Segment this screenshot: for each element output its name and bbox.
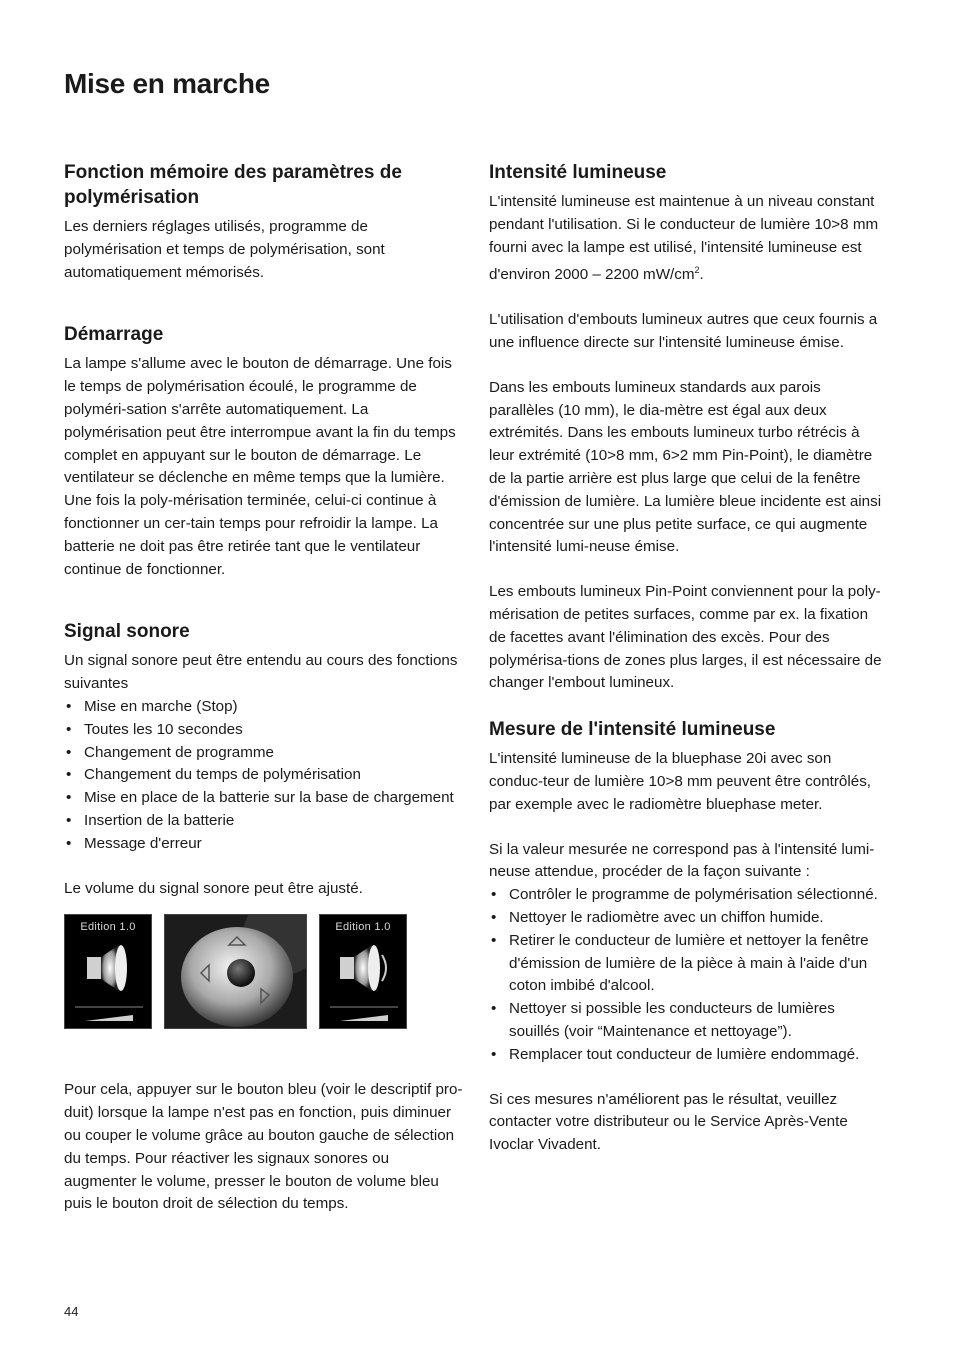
bullet-icon: • bbox=[491, 908, 497, 926]
heading-memory: Fonction mémoire des paramètres de polymérisation bbox=[64, 162, 402, 208]
bullet-icon: • bbox=[66, 834, 72, 852]
text-memory: Les derniers réglages utilisés, programme de polymérisation et temps de polymérisation, sont automatiquement mémorisés. bbox=[64, 218, 385, 281]
list-item: • Toutes les 10 secondes bbox=[64, 719, 464, 742]
bullet-icon: • bbox=[66, 766, 72, 784]
list-item: • Retirer le conducteur de lumière et nettoyer la fenêtre d'émission de lumière de la pièce à main à l'aide d'un coton imbibé d'alcool. bbox=[491, 931, 869, 995]
text-signal-intro: Un signal sonore peut être entendu au cours des fonctions suivantes bbox=[64, 652, 458, 693]
photo-label: Edition 1.0 bbox=[335, 921, 391, 934]
list-item: • Contrôler le programme de polymérisation sélectionné. bbox=[489, 884, 887, 907]
text-intensity-1: L'intensité lumineuse est maintenue à un niveau constant pendant l'utilisation. Si le conducteur de lumière 10>8 mm fourni avec la lampe est utilisé, l'intensité lumineuse est d'environ 2000 – 2200 $mW/cm^2$. bbox=[489, 193, 879, 284]
text-signal-instructions: Pour cela, appuyer sur le bouton bleu (voir le descriptif pro-duit) lorsque la lampe n'est pas en fonction, puis diminuer ou couper le volume grâce au bouton gauche de sélection du temps. Pour réactiver les signaux sonores ou augmenter le volume, presser le bouton de volume bleu puis le bouton droit de sélection du temps. bbox=[64, 1081, 463, 1213]
list-item: • Nettoyer si possible les conducteurs de lumières souillés (voir “Maintenance et nettoyage”). bbox=[491, 1000, 835, 1040]
list-item: • Changement de programme bbox=[64, 742, 464, 765]
list-item: • Mise en place de la batterie sur la base de chargement bbox=[64, 787, 464, 810]
photo-display-volume-off bbox=[64, 914, 152, 1029]
list-item: • Changement du temps de polymérisation bbox=[64, 764, 464, 787]
bullet-icon: • bbox=[66, 789, 72, 807]
bullet-icon: • bbox=[491, 1000, 497, 1018]
text-intensity-4: Les embouts lumineux Pin-Point conviennent pour la poly-mérisation de petites surfaces, comme par ex. la fixation de facettes avant l'élimination des excès. Pour des polymérisa-tions de zones plus larges, il est nécessaire de changer l'embout lumineux. bbox=[489, 583, 882, 692]
section-memory bbox=[64, 160, 464, 284]
left-column bbox=[64, 160, 464, 1216]
text-measure-1: L'intensité lumineuse de la bluephase 20i avec son conduc-teur de lumière 10>8 mm peuvent être contrôlés, par exemple avec le radiomètre bluephase meter. bbox=[489, 750, 872, 813]
bullet-icon: • bbox=[66, 720, 72, 738]
heading-intensity: Intensité lumineuse bbox=[489, 162, 667, 183]
bullet-icon: • bbox=[66, 743, 72, 761]
heading-signal: Signal sonore bbox=[64, 621, 190, 643]
section-signal bbox=[64, 619, 464, 1216]
photo-device-buttons bbox=[164, 914, 307, 1029]
signal-list bbox=[64, 696, 464, 856]
control-button-icon bbox=[165, 915, 307, 1029]
list-item: • Message d'erreur bbox=[64, 833, 464, 856]
text-intensity-2: L'utilisation d'embouts lumineux autres que ceux fournis a une influence directe sur l'intensité lumineuse émise. bbox=[489, 311, 878, 352]
list-item: • Mise en marche (Stop) bbox=[64, 696, 464, 719]
right-column bbox=[489, 160, 887, 1157]
page-title: Mise en marche bbox=[64, 68, 270, 99]
list-item: • Insertion de la batterie bbox=[64, 810, 464, 833]
text-intensity-3: Dans les embouts lumineux standards aux parois parallèles (10 mm), le dia-mètre est égal aux deux extrémités. Dans les embouts lumineux turbo rétrécis à leur extrémité (10>8 mm, 6>2 mm Pin-Point), le diamètre de la partie arrière est plus large que celui de la fenêtre d'émission de lumière. La lumière bleue incidente est ainsi concentrée sur une plus petite surface, ce qui augmente l'intensité lumi-neuse émise. bbox=[489, 378, 882, 556]
heading-start: Démarrage bbox=[64, 324, 164, 346]
bullet-icon: • bbox=[66, 697, 72, 715]
bullet-icon: • bbox=[66, 811, 72, 829]
page-number: 44 bbox=[64, 1304, 79, 1319]
list-item: • Remplacer tout conducteur de lumière endommagé. bbox=[489, 1044, 887, 1067]
section-start bbox=[64, 322, 464, 581]
measure-list bbox=[489, 884, 887, 1066]
photo-label: Edition 1.0 bbox=[80, 921, 136, 934]
section-measure bbox=[489, 717, 887, 1157]
bullet-icon: • bbox=[491, 931, 497, 949]
photo-strip bbox=[64, 914, 464, 1030]
text-measure-3: Si ces mesures n'améliorent pas le résultat, veuillez contacter votre distributeur ou le Service Après-Vente Ivoclar Vivadent. bbox=[489, 1090, 848, 1154]
bullet-icon: • bbox=[491, 1045, 497, 1063]
text-measure-2: Si la valeur mesurée ne correspond pas à l'intensité lumi-neuse attendue, procéder de la façon suivante : bbox=[489, 840, 875, 881]
bullet-icon: • bbox=[491, 886, 497, 904]
text-start: La lampe s'allume avec le bouton de démarrage. Une fois le temps de polymérisation écoulé, le programme de polyméri-sation s'arrête automatiquement. La polymérisation peut être interrompue avant la fin du temps complet en appuyant sur le bouton de démarrage. Le ventilateur se déclenche en même temps que la lumière. Une fois la poly-mérisation terminée, celui-ci continue à fonctionner un cer-tain temps pour refroidir la lampe. La batterie ne doit pas être retirée tant que le ventilateur continue de fonctionner. bbox=[64, 355, 456, 578]
photo-display-volume-on bbox=[319, 914, 407, 1029]
section-intensity bbox=[489, 160, 887, 695]
list-item: • Nettoyer le radiomètre avec un chiffon humide. bbox=[489, 907, 887, 930]
heading-measure: Mesure de l'intensité lumineuse bbox=[489, 719, 776, 741]
text-volume-note: Le volume du signal sonore peut être ajusté. bbox=[64, 879, 363, 897]
